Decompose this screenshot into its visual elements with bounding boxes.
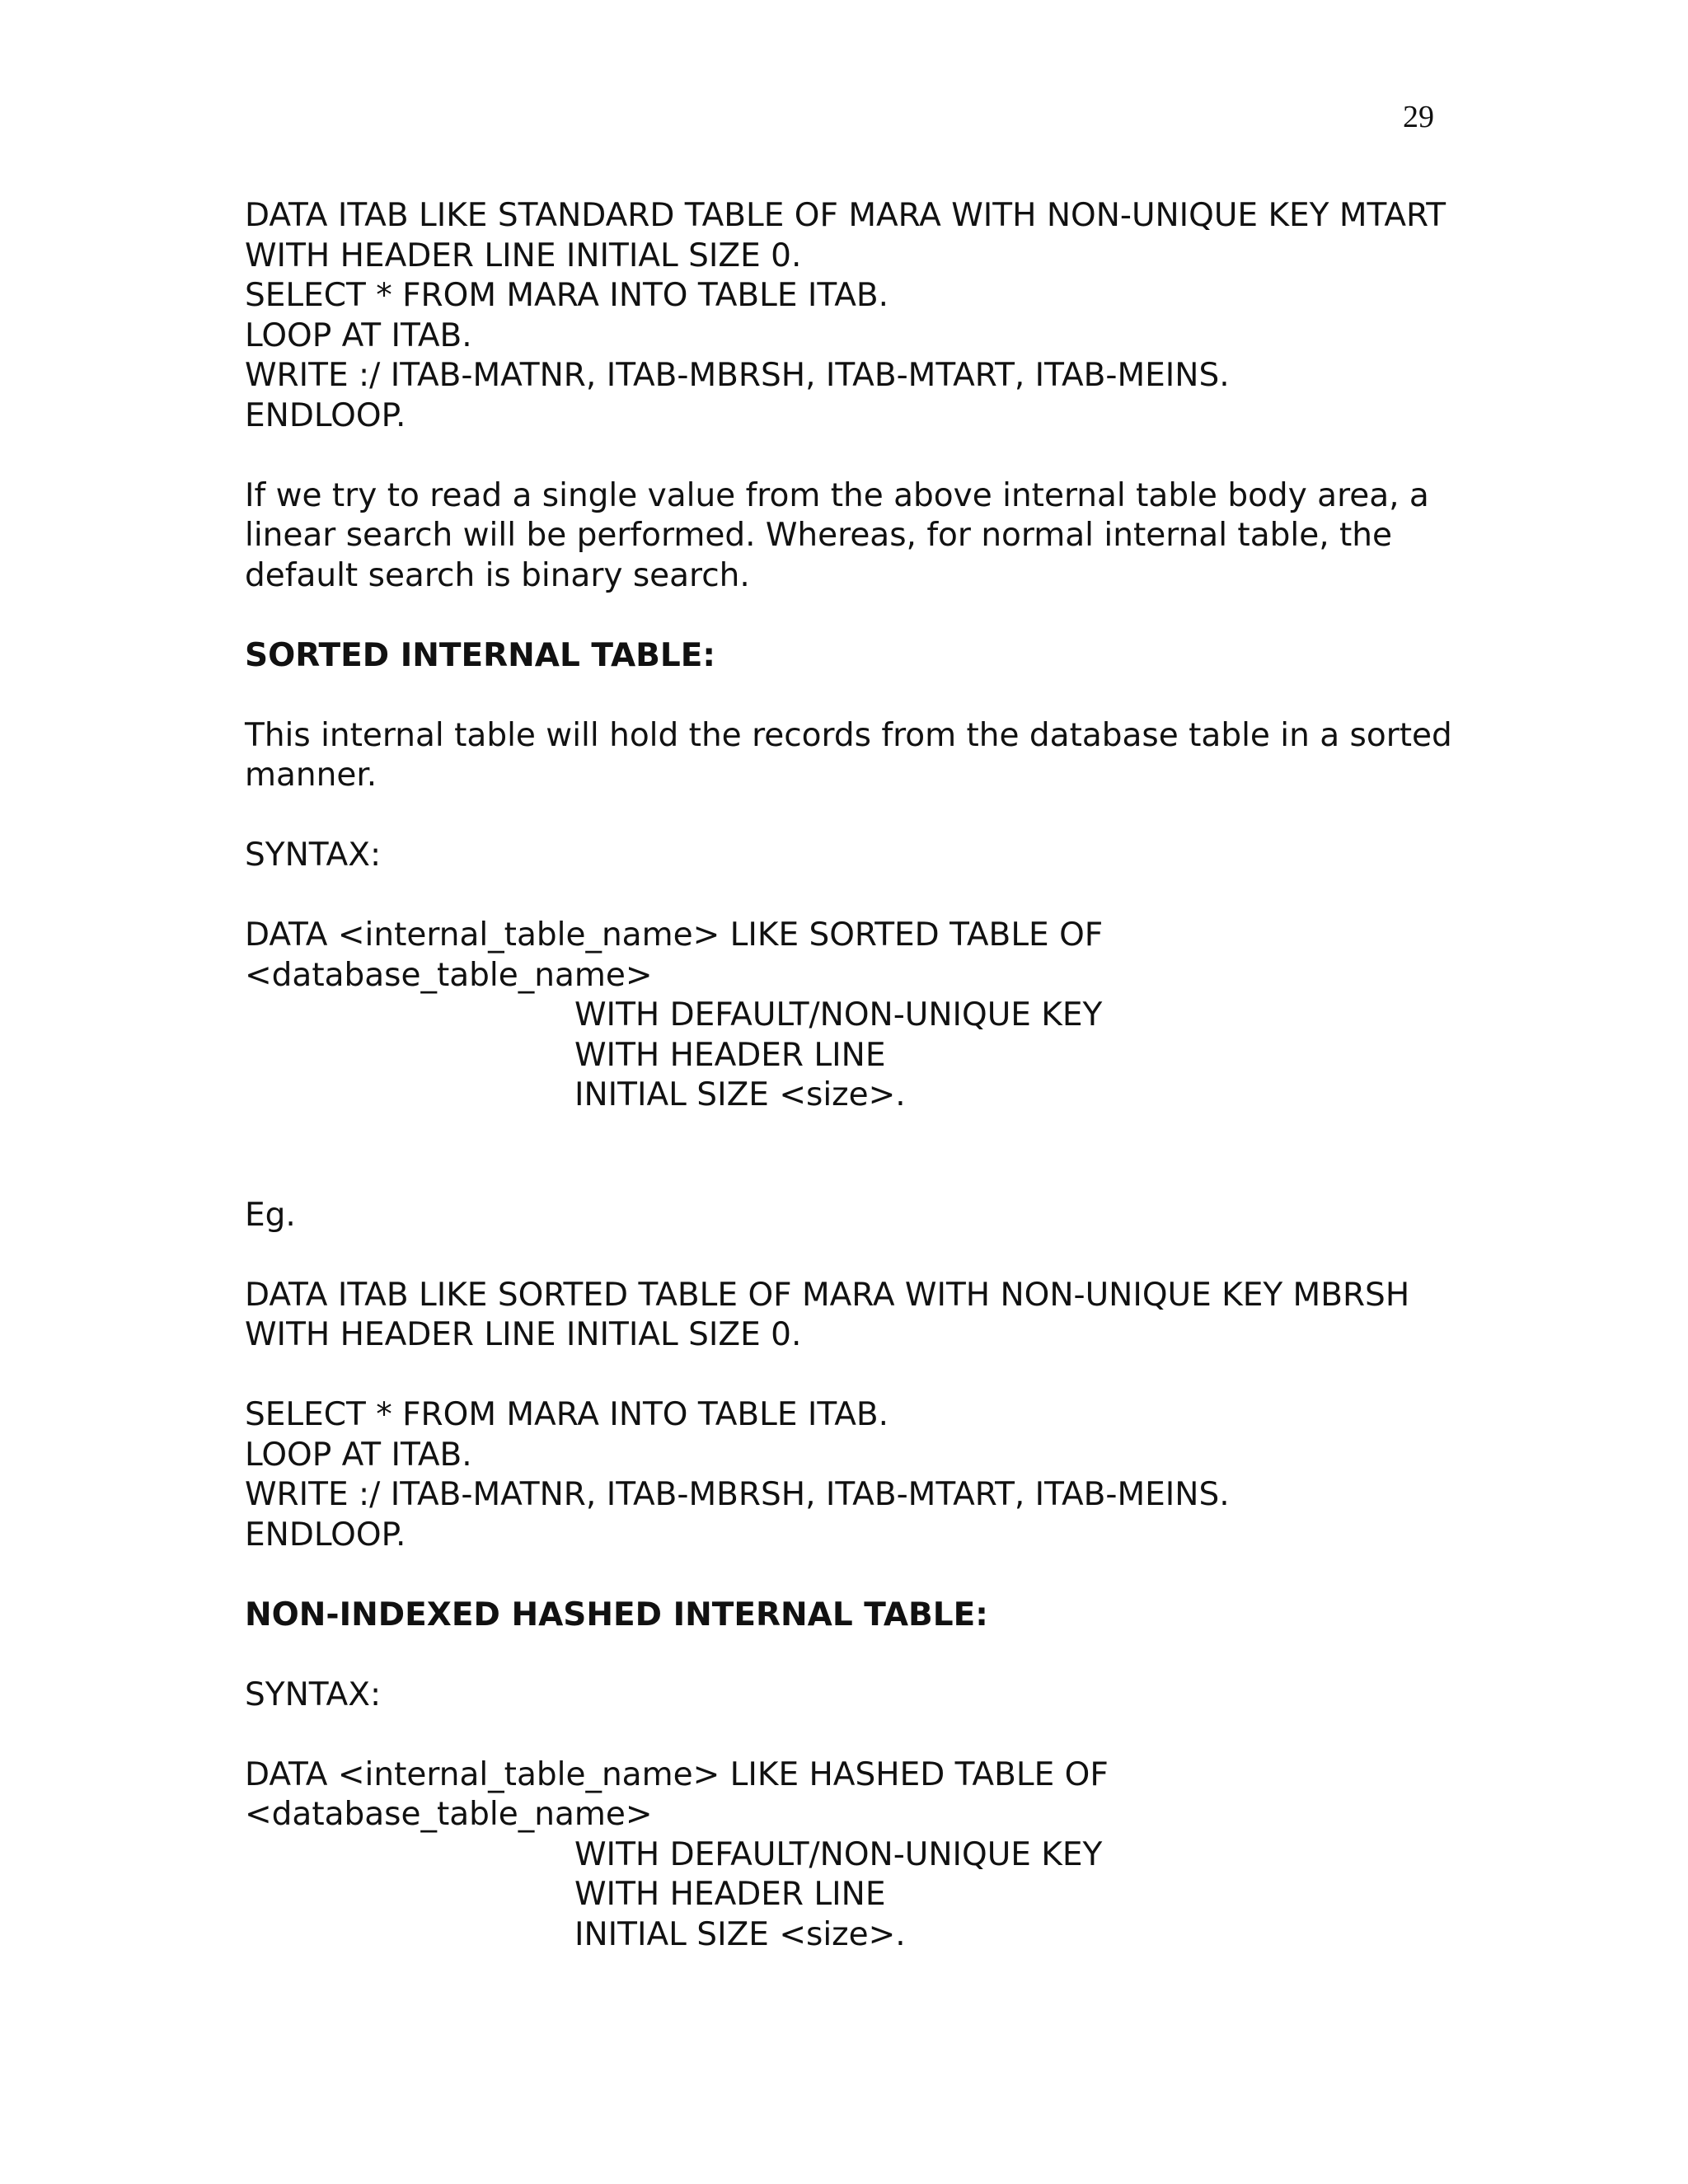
paragraph-linear-search xyxy=(245,476,1531,597)
paragraph-line: manner. xyxy=(245,757,377,794)
code-line: ENDLOOP. xyxy=(245,1516,406,1554)
syntax-indented-line: WITH DEFAULT/NON-UNIQUE KEY xyxy=(574,996,1103,1033)
code-line: LOOP AT ITAB. xyxy=(245,1436,472,1474)
syntax-indented-line: WITH DEFAULT/NON-UNIQUE KEY xyxy=(574,1835,1103,1873)
syntax-indented-line: INITIAL SIZE <size>. xyxy=(574,1915,906,1953)
code-line: SELECT * FROM MARA INTO TABLE ITAB. xyxy=(245,277,889,314)
syntax-line: DATA <internal_table_name> LIKE SORTED TABLE OF xyxy=(245,916,1104,954)
page-content xyxy=(245,196,1531,1955)
spacer xyxy=(245,1555,1531,1596)
paragraph-line: If we try to read a single value from the above internal table body area, a xyxy=(245,476,1429,514)
syntax-label: SYNTAX: xyxy=(245,1675,382,1713)
section-heading-hashed: NON-INDEXED HASHED INTERNAL TABLE: xyxy=(245,1596,988,1633)
example-label: Eg. xyxy=(245,1196,296,1234)
page-number: 29 xyxy=(1403,100,1434,134)
spacer xyxy=(245,676,1531,716)
paragraph-line: default search is binary search. xyxy=(245,556,750,594)
spacer xyxy=(245,796,1531,837)
code-line: WITH HEADER LINE INITIAL SIZE 0. xyxy=(245,1316,802,1353)
code-block-sorted-declaration xyxy=(245,1276,1531,1356)
code-line: WRITE :/ ITAB-MATNR, ITAB-MBRSH, ITAB-MTART, ITAB-MEINS. xyxy=(245,1476,1230,1513)
spacer xyxy=(245,1116,1531,1196)
spacer xyxy=(245,1235,1531,1276)
section-heading-sorted: SORTED INTERNAL TABLE: xyxy=(245,636,715,674)
code-block-standard-table xyxy=(245,196,1531,436)
syntax-line: DATA <internal_table_name> LIKE HASHED TABLE OF xyxy=(245,1755,1109,1793)
spacer xyxy=(245,876,1531,916)
spacer xyxy=(245,436,1531,476)
paragraph-line: linear search will be performed. Whereas, for normal internal table, the xyxy=(245,517,1393,554)
spacer xyxy=(245,1635,1531,1675)
syntax-block-sorted xyxy=(245,916,1531,1116)
syntax-label: SYNTAX: xyxy=(245,837,382,874)
code-line: LOOP AT ITAB. xyxy=(245,316,472,354)
code-line: WRITE :/ ITAB-MATNR, ITAB-MBRSH, ITAB-MTART, ITAB-MEINS. xyxy=(245,357,1230,394)
syntax-line: <database_table_name> xyxy=(245,956,653,994)
spacer xyxy=(245,1356,1531,1396)
code-line: DATA ITAB LIKE STANDARD TABLE OF MARA WITH NON-UNIQUE KEY MTART xyxy=(245,197,1447,234)
code-line: WITH HEADER LINE INITIAL SIZE 0. xyxy=(245,237,802,274)
paragraph-sorted-description xyxy=(245,716,1531,796)
syntax-block-hashed xyxy=(245,1755,1531,1956)
code-line: ENDLOOP. xyxy=(245,396,406,434)
syntax-line: <database_table_name> xyxy=(245,1796,653,1833)
syntax-indented-line: INITIAL SIZE <size>. xyxy=(574,1076,906,1113)
code-line: SELECT * FROM MARA INTO TABLE ITAB. xyxy=(245,1396,889,1433)
spacer xyxy=(245,596,1531,636)
code-block-sorted-loop xyxy=(245,1395,1531,1555)
paragraph-line: This internal table will hold the records from the database table in a sorted xyxy=(245,716,1452,754)
syntax-indented-line: WITH HEADER LINE xyxy=(574,1876,886,1913)
code-line: DATA ITAB LIKE SORTED TABLE OF MARA WITH NON-UNIQUE KEY MBRSH xyxy=(245,1276,1410,1314)
spacer xyxy=(245,1715,1531,1755)
syntax-indented-line: WITH HEADER LINE xyxy=(574,1036,886,1074)
